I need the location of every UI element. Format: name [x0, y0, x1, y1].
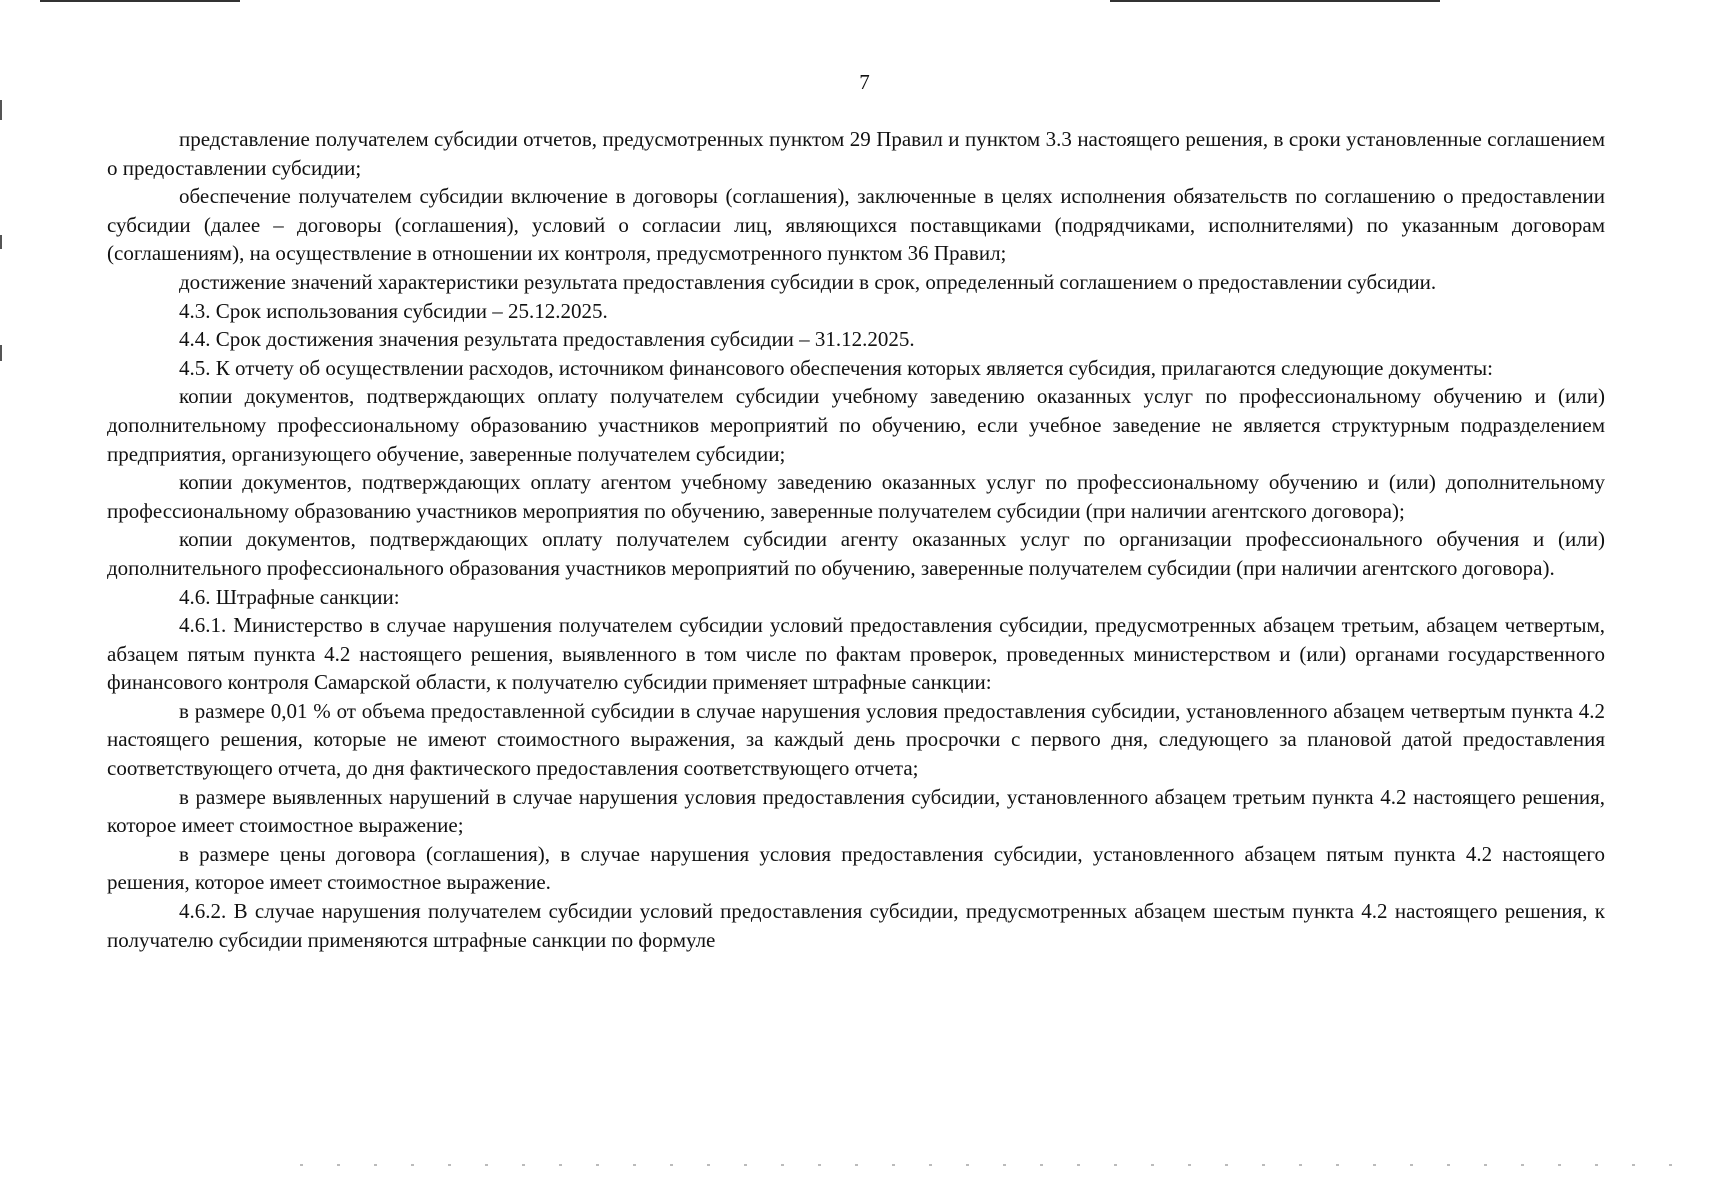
paragraph: копии документов, подтверждающих оплату агентом учебному заведению оказанных услуг по профессиональному обучению и (или) дополнительному профессиональному образованию участников мероприятия по обучению, заверенные получателем субсидии (при наличии агентского договора); — [107, 470, 1605, 523]
paragraph: обеспечение получателем субсидии включение в договоры (соглашения), заключенные в целях исполнения обязательств по соглашению о предоставлении субсидии (далее – договоры (соглашения), условий о согласии лиц, являющихся поставщиками (подрядчиками, исполнителями) по указанным договорам (соглашениям), на осуществление в отношении их контроля, предусмотренного пунктом 36 Правил; — [107, 184, 1605, 266]
top-scan-line-left — [40, 0, 240, 2]
left-edge-mark — [0, 345, 2, 361]
paragraph: достижение значений характеристики результата предоставления субсидии в срок, определенный соглашением о предоставлении субсидии. — [179, 269, 1437, 294]
page-number: 7 — [859, 70, 870, 94]
paragraph: в размере 0,01 % от объема предоставленной субсидии в случае нарушения условия предоставления субсидии, установленного абзацем четвертым пункта 4.2 настоящего решения, которые не имеют стоимостного выражения, за каждый день просрочки с первого дня, следующего за плановой датой предоставления соответствующего отчета, до дня фактического предоставления соответствующего отчета; — [107, 698, 1605, 781]
left-edge-mark — [0, 100, 2, 120]
paragraph: копии документов, подтверждающих оплату получателем субсидии агенту оказанных услуг по организации профессионального обучения и (или) дополнительного профессионального образования участников мероприятий по обучению, заверенные получателем субсидии (при наличии агентского договора). — [107, 527, 1605, 580]
paragraph: копии документов, подтверждающих оплату получателем субсидии учебному заведению оказанных услуг по профессиональному обучению и (или) дополнительному профессиональному образованию участников мероприятий по обучению, если учебное заведение не является структурным подразделением предприятия, организующего обучение, заверенные получателем субсидии; — [107, 384, 1605, 466]
paragraph: представление получателем субсидии отчетов, предусмотренных пунктом 29 Правил и пунктом 3.3 настоящего решения, в сроки установленные соглашением о предоставлении субсидии; — [107, 127, 1605, 180]
paragraph: 4.6. Штрафные санкции: — [179, 584, 400, 609]
paragraph: 4.3. Срок использования субсидии – 25.12.2025. — [179, 298, 608, 323]
top-scan-line-right — [1110, 0, 1440, 2]
paragraph: 4.5. К отчету об осуществлении расходов, источником финансового обеспечения которых является субсидия, прилагаются следующие документы: — [179, 355, 1493, 380]
paragraph: в размере цены договора (соглашения), в случае нарушения условия предоставления субсидии, установленного абзацем пятым пункта 4.2 настоящего решения, которое имеет стоимостное выражение. — [107, 841, 1605, 895]
paragraph: 4.6.1. Министерство в случае нарушения получателем субсидии условий предоставления субсидии, предусмотренных абзацем третьим, абзацем четвертым, абзацем пятым пункта 4.2 настоящего решения, выявленного в том числе по фактам проверок, проведенных министерством и (или) органами государственного финансового контроля Самарской области, к получателю субсидии применяет штрафные санкции: — [107, 613, 1605, 695]
paragraph: 4.4. Срок достижения значения результата предоставления субсидии – 31.12.2025. — [179, 327, 915, 352]
paragraph: в размере выявленных нарушений в случае нарушения условия предоставления субсидии, установленного абзацем третьим пункта 4.2 настоящего решения, которое имеет стоимостное выражение; — [107, 784, 1605, 838]
bottom-scan-noise — [300, 1164, 1700, 1166]
document-body — [107, 125, 1605, 954]
left-edge-mark — [0, 235, 2, 249]
paragraph: 4.6.2. В случае нарушения получателем субсидии условий предоставления субсидии, предусмотренных абзацем шестым пункта 4.2 настоящего решения, к получателю субсидии применяются штрафные санкции по формуле — [107, 899, 1605, 952]
